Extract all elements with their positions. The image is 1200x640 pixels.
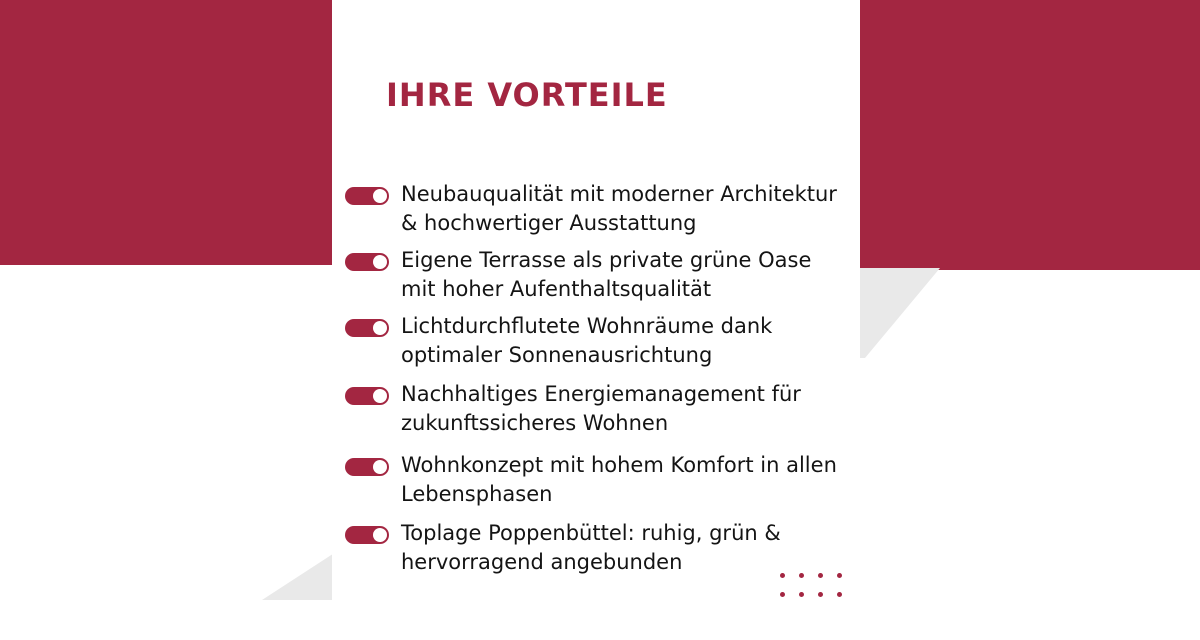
- benefit-text: Wohnkonzept mit hohem Komfort in allen Lebensphasen: [401, 453, 837, 506]
- benefit-text: Eigene Terrasse als private grüne Oase mit hoher Aufenthaltsqualität: [401, 248, 812, 301]
- toggle-switch-icon: [345, 187, 389, 205]
- benefit-text: Lichtdurchflutete Wohnräume dank optimaler Sonnenausrichtung: [401, 314, 773, 367]
- dot-grid-decoration: [780, 573, 850, 603]
- benefit-text: Neubauqualität mit moderner Architektur & hochwertiger Ausstattung: [401, 182, 837, 235]
- benefit-text: Toplage Poppenbüttel: ruhig, grün & hervorragend angebunden: [401, 521, 781, 574]
- toggle-switch-icon: [345, 319, 389, 337]
- decorative-shape-left: [262, 548, 342, 600]
- benefit-text: Nachhaltiges Energiemanagement für zukunftssicheres Wohnen: [401, 382, 801, 435]
- toggle-switch-icon: [345, 387, 389, 405]
- toggle-switch-icon: [345, 253, 389, 271]
- band-edge: [0, 265, 332, 270]
- toggle-switch-icon: [345, 458, 389, 476]
- toggle-switch-icon: [345, 526, 389, 544]
- page-title: IHRE VORTEILE: [386, 76, 668, 114]
